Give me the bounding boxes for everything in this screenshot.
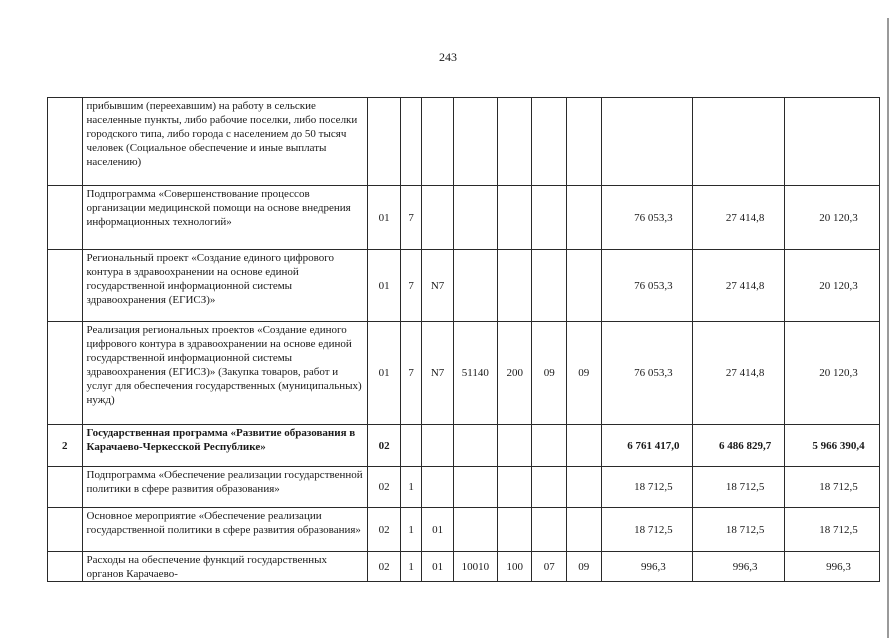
- code-cell-expense-type: [497, 467, 532, 508]
- item-name-cell: Реализация региональных проектов «Создание единого цифрового контура в здравоохранении на основе единой государственной информационной системы здравоохранения (ЕГИСЗ)» (Закупка товаров, работ и услуг для обеспечения государственных (муниципальных) нужд): [82, 322, 368, 425]
- table-row: [48, 467, 880, 508]
- amount-cell-year-2: 18 712,5: [693, 508, 785, 552]
- amount-cell-year-3: 20 120,3: [784, 186, 879, 250]
- budget-table-container: [47, 97, 880, 582]
- code-cell-subprogram: 7: [400, 322, 422, 425]
- amount-cell-year-3: 5 966 390,4: [784, 425, 879, 467]
- table-row: [48, 186, 880, 250]
- amount-cell-year-1: 18 712,5: [601, 508, 693, 552]
- code-cell-expense-type: [497, 250, 532, 322]
- row-number-cell: [48, 98, 83, 186]
- code-cell-section: 07: [532, 552, 567, 582]
- row-number-cell: [48, 508, 83, 552]
- amount-cell-year-1: 76 053,3: [601, 250, 693, 322]
- amount-cell-year-2: [693, 98, 785, 186]
- code-cell-measure: [422, 186, 453, 250]
- code-cell-section: [532, 250, 567, 322]
- code-cell-expense-type: 200: [497, 322, 532, 425]
- code-cell-direction: [453, 508, 497, 552]
- amount-cell-year-3: 18 712,5: [784, 467, 879, 508]
- amount-cell-year-3: 18 712,5: [784, 508, 879, 552]
- amount-cell-year-2: 6 486 829,7: [693, 425, 785, 467]
- code-cell-direction: 51140: [453, 322, 497, 425]
- row-number-cell: [48, 250, 83, 322]
- code-cell-direction: 10010: [453, 552, 497, 582]
- code-cell-direction: [453, 250, 497, 322]
- item-name-cell: прибывшим (переехавшим) на работу в сельские населенные пункты, либо рабочие поселки, либо поселки городского типа, либо города с населением до 50 тысяч человек (Социальное обеспечение и иные выплаты населению): [82, 98, 368, 186]
- page-number: 243: [439, 50, 457, 64]
- code-cell-measure: 01: [422, 552, 453, 582]
- amount-cell-year-1: [601, 98, 693, 186]
- code-cell-program: 02: [368, 552, 400, 582]
- row-number-cell: 2: [48, 425, 83, 467]
- row-number-cell: [48, 467, 83, 508]
- item-name-cell: Государственная программа «Развитие образования в Карачаево-Черкесской Республике»: [82, 425, 368, 467]
- code-cell-subsection: [567, 467, 602, 508]
- amount-cell-year-3: 20 120,3: [784, 250, 879, 322]
- code-cell-subprogram: [400, 425, 422, 467]
- code-cell-subsection: 09: [567, 322, 602, 425]
- code-cell-measure: 01: [422, 508, 453, 552]
- code-cell-expense-type: [497, 186, 532, 250]
- code-cell-program: 01: [368, 322, 400, 425]
- code-cell-subsection: [567, 425, 602, 467]
- amount-cell-year-3: 996,3: [784, 552, 879, 582]
- table-row: [48, 508, 880, 552]
- code-cell-program: 02: [368, 467, 400, 508]
- code-cell-section: [532, 425, 567, 467]
- code-cell-measure: [422, 98, 453, 186]
- code-cell-direction: [453, 186, 497, 250]
- code-cell-direction: [453, 425, 497, 467]
- item-name-cell: Основное мероприятие «Обеспечение реализации государственной политики в сфере развития образования»: [82, 508, 368, 552]
- code-cell-expense-type: 100: [497, 552, 532, 582]
- code-cell-section: [532, 98, 567, 186]
- amount-cell-year-2: 27 414,8: [693, 250, 785, 322]
- amount-cell-year-2: 27 414,8: [693, 186, 785, 250]
- amount-cell-year-2: 18 712,5: [693, 467, 785, 508]
- code-cell-program: [368, 98, 400, 186]
- code-cell-subprogram: 1: [400, 552, 422, 582]
- amount-cell-year-2: 996,3: [693, 552, 785, 582]
- code-cell-program: 02: [368, 508, 400, 552]
- page-edge-shadow: [887, 18, 889, 638]
- amount-cell-year-1: 76 053,3: [601, 186, 693, 250]
- code-cell-section: 09: [532, 322, 567, 425]
- row-number-cell: [48, 552, 83, 582]
- code-cell-measure: N7: [422, 250, 453, 322]
- table-row: [48, 322, 880, 425]
- amount-cell-year-1: 76 053,3: [601, 322, 693, 425]
- row-number-cell: [48, 186, 83, 250]
- item-name-cell: Региональный проект «Создание единого цифрового контура в здравоохранении на основе единой государственной информационной системы здравоохранения (ЕГИСЗ)»: [82, 250, 368, 322]
- table-row: [48, 250, 880, 322]
- code-cell-subprogram: 7: [400, 250, 422, 322]
- code-cell-expense-type: [497, 425, 532, 467]
- code-cell-subsection: [567, 250, 602, 322]
- code-cell-subsection: [567, 508, 602, 552]
- code-cell-direction: [453, 467, 497, 508]
- code-cell-section: [532, 508, 567, 552]
- amount-cell-year-1: 996,3: [601, 552, 693, 582]
- code-cell-subsection: [567, 186, 602, 250]
- table-row: [48, 98, 880, 186]
- table-row: [48, 425, 880, 467]
- code-cell-subprogram: 7: [400, 186, 422, 250]
- code-cell-program: 01: [368, 250, 400, 322]
- code-cell-measure: N7: [422, 322, 453, 425]
- amount-cell-year-1: 6 761 417,0: [601, 425, 693, 467]
- code-cell-direction: [453, 98, 497, 186]
- code-cell-expense-type: [497, 98, 532, 186]
- item-name-cell: Расходы на обеспечение функций государственных органов Карачаево-: [82, 552, 368, 582]
- table-body: [48, 98, 880, 582]
- code-cell-subprogram: 1: [400, 467, 422, 508]
- code-cell-section: [532, 467, 567, 508]
- code-cell-expense-type: [497, 508, 532, 552]
- code-cell-subprogram: 1: [400, 508, 422, 552]
- code-cell-section: [532, 186, 567, 250]
- code-cell-program: 01: [368, 186, 400, 250]
- code-cell-subsection: 09: [567, 552, 602, 582]
- amount-cell-year-2: 27 414,8: [693, 322, 785, 425]
- item-name-cell: Подпрограмма «Обеспечение реализации государственной политики в сфере развития образования»: [82, 467, 368, 508]
- code-cell-measure: [422, 467, 453, 508]
- code-cell-subprogram: [400, 98, 422, 186]
- code-cell-measure: [422, 425, 453, 467]
- code-cell-subsection: [567, 98, 602, 186]
- amount-cell-year-3: 20 120,3: [784, 322, 879, 425]
- row-number-cell: [48, 322, 83, 425]
- amount-cell-year-1: 18 712,5: [601, 467, 693, 508]
- item-name-cell: Подпрограмма «Совершенствование процессов организации медицинской помощи на основе внедрения информационных технологий»: [82, 186, 368, 250]
- table-row: [48, 552, 880, 582]
- code-cell-program: 02: [368, 425, 400, 467]
- amount-cell-year-3: [784, 98, 879, 186]
- budget-table: [47, 97, 880, 582]
